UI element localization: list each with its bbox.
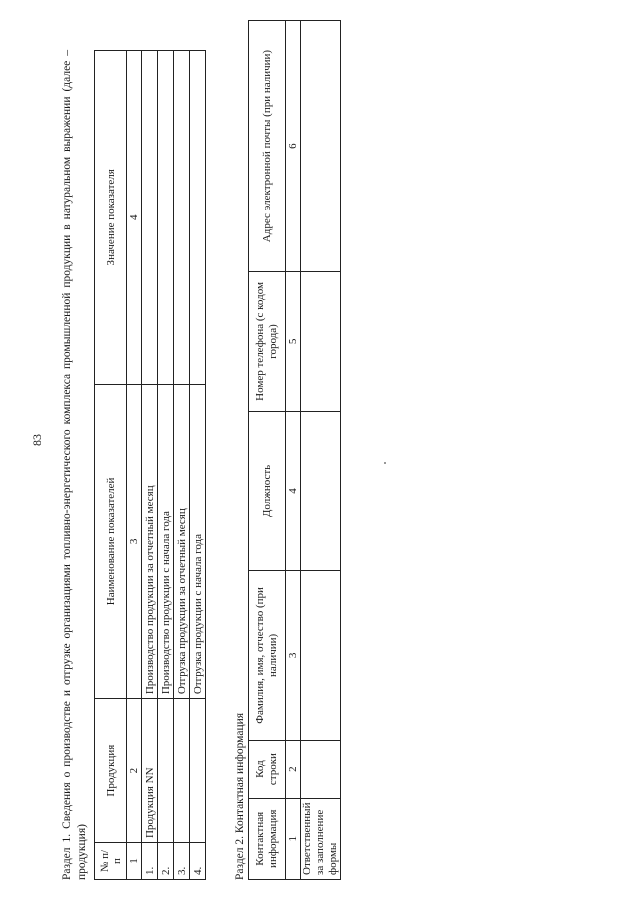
section2-table bbox=[248, 20, 341, 880]
row-product bbox=[174, 699, 190, 843]
col-number: 6 bbox=[286, 21, 301, 272]
table-row bbox=[142, 51, 158, 880]
table-header-row bbox=[95, 51, 127, 880]
row-number: 3. bbox=[174, 843, 190, 880]
row-phone bbox=[301, 272, 341, 412]
row-indicator: Производство продукции за отчетный месяц bbox=[142, 384, 158, 699]
col-number: 1 bbox=[127, 843, 142, 880]
column-number-row bbox=[286, 21, 301, 880]
row-number: 2. bbox=[158, 843, 174, 880]
row-value bbox=[174, 51, 190, 385]
row-product bbox=[190, 699, 206, 843]
row-number: 1. bbox=[142, 843, 158, 880]
col-number: 4 bbox=[286, 411, 301, 571]
page-number: 83 bbox=[30, 434, 44, 446]
col-header-phone: Номер телефона (с кодом города) bbox=[249, 272, 286, 412]
row-indicator: Отгрузка продукции с начала года bbox=[190, 384, 206, 699]
col-number: 3 bbox=[127, 384, 142, 699]
col-header-full-name: Фамилия, имя, отчество (при наличии) bbox=[249, 571, 286, 740]
table-row bbox=[174, 51, 190, 880]
col-number: 4 bbox=[127, 51, 142, 385]
col-header-value: Значение показателя bbox=[95, 51, 127, 385]
row-indicator: Отгрузка продукции за отчетный месяц bbox=[174, 384, 190, 699]
col-header-position: Должность bbox=[249, 411, 286, 571]
row-full-name bbox=[301, 571, 341, 740]
col-header-line-code: Код строки bbox=[249, 740, 286, 798]
scan-speck bbox=[384, 462, 386, 464]
row-number: 4. bbox=[190, 843, 206, 880]
row-line-code bbox=[301, 740, 341, 798]
row-product: Продукция NN bbox=[142, 699, 158, 843]
column-number-row bbox=[127, 51, 142, 880]
table-row bbox=[301, 21, 341, 880]
section2-heading: Раздел 2. Контактная информация bbox=[234, 712, 246, 880]
row-contact-label: Ответственный за заполнение формы bbox=[301, 798, 341, 879]
col-header-email: Адрес электронной почты (при наличии) bbox=[249, 21, 286, 272]
col-number: 1 bbox=[286, 798, 301, 879]
row-indicator: Производство продукции с начала года bbox=[158, 384, 174, 699]
row-email bbox=[301, 21, 341, 272]
row-position bbox=[301, 411, 341, 571]
section1-table bbox=[94, 50, 206, 880]
col-header-product: Продукция bbox=[95, 699, 127, 843]
col-number: 2 bbox=[286, 740, 301, 798]
row-value bbox=[142, 51, 158, 385]
col-number: 3 bbox=[286, 571, 301, 740]
section1-heading: Раздел 1. Сведения о производстве и отгрузке организациями топливно-энергетического комплекса промышленной продукции в натуральном выражении (далее – продукция) bbox=[61, 50, 88, 880]
table-row bbox=[158, 51, 174, 880]
col-header-contact: Контактная информация bbox=[249, 798, 286, 879]
row-value bbox=[158, 51, 174, 385]
table-row bbox=[190, 51, 206, 880]
table-header-row bbox=[249, 21, 286, 880]
col-header-indicator: Наименование показателей bbox=[95, 384, 127, 699]
row-value bbox=[190, 51, 206, 385]
rotated-content bbox=[60, 50, 340, 880]
col-number: 2 bbox=[127, 699, 142, 843]
row-product bbox=[158, 699, 174, 843]
col-header-number: № п/п bbox=[95, 843, 127, 880]
col-number: 5 bbox=[286, 272, 301, 412]
